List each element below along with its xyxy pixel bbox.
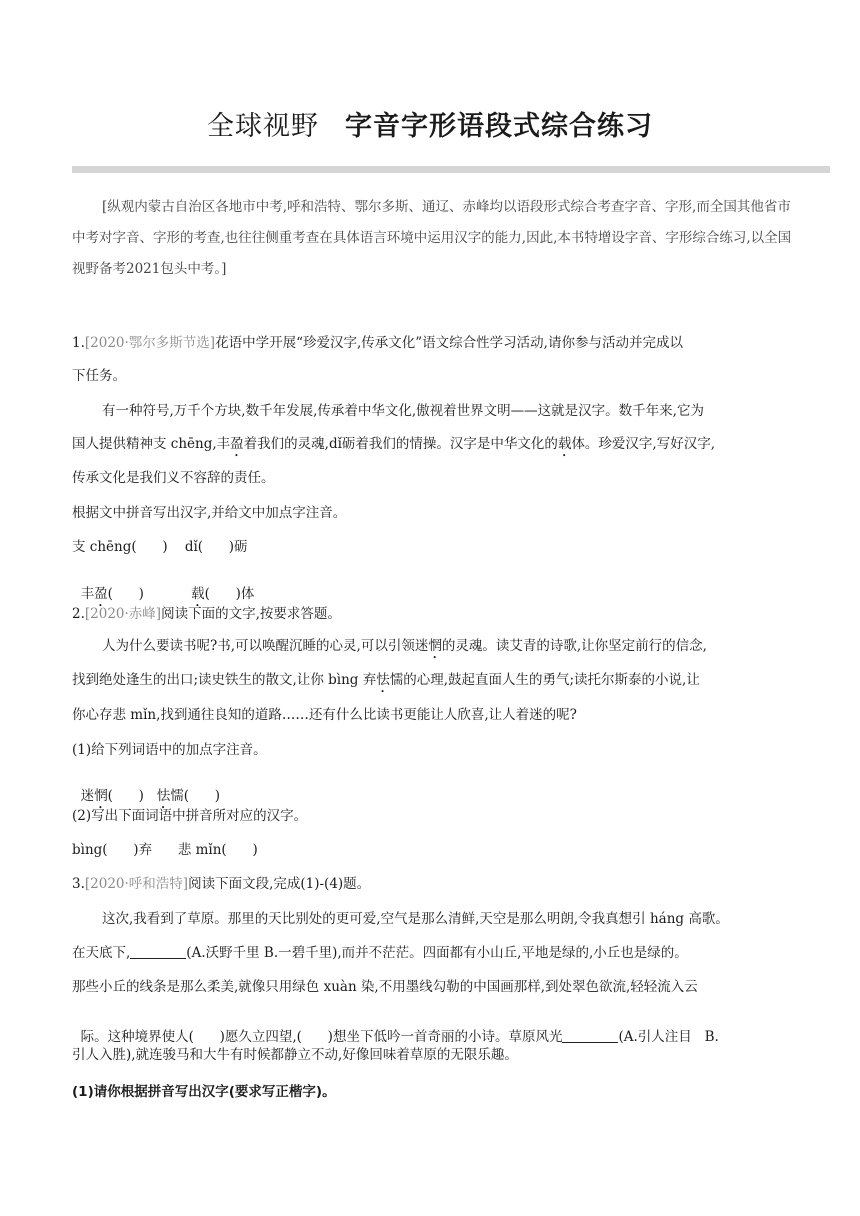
- q2-stem: 2.[2020·赤峰]阅读下面的文字,按要求答题。: [72, 606, 341, 622]
- q1-source: [2020·鄂尔多斯节选]: [84, 335, 216, 351]
- fill-blank: [130, 944, 186, 959]
- q3-sub1: (1)请你根据拼音写出汉字(要求写正楷字)。: [72, 1084, 336, 1100]
- dotted-char: 怯: [376, 672, 390, 688]
- q3-passage-line4: 际。这种境界使人( )愿久立四望,( )想坐下低吟一首奇丽的小诗。草原风光 (A.引人注目 B.: [80, 1029, 719, 1045]
- q3-passage-line1: 这次,我看到了草原。那里的天比别处的更可爱,空气是那么清鲜,天空是那么明朗,令我真想引 háng 高歌。: [102, 911, 729, 927]
- q2-passage-line1: 人为什么要读书呢?书,可以唤醒沉睡的心灵,可以引领迷惘的灵魂。读艾青的诗歌,让你坚定前行的信念,: [102, 638, 707, 654]
- dotted-char: 惘: [94, 788, 108, 804]
- q2-sub1-answer: 迷惘( ) 怯懦( ): [80, 788, 221, 804]
- q2-passage-line3: 你心存悲 mǐn,找到通往良知的道路……还有什么比读书更能让人欣喜,让人着迷的呢?: [72, 707, 577, 723]
- q2-source: [2020·赤峰]: [84, 606, 162, 622]
- q3-stem: 3.[2020·呼和浩特]阅读下面文段,完成(1)-(4)题。: [72, 876, 371, 892]
- q3-passage-line5: 引人入胜),就连骏马和大牛有时候都静立不动,好像回味着草原的无限乐趣。: [72, 1047, 518, 1063]
- q2-passage-line2: 找到绝处逢生的出口;读史铁生的散文,让你 bìng 弃怯懦的心理,鼓起直面人生的勇气;读托尔斯泰的小说,让: [72, 672, 700, 688]
- q3-number: 3.: [72, 876, 85, 892]
- q3-passage-line3: 那些小丘的线条是那么柔美,就像只用绿色 xuàn 染,不用墨线勾勒的中国画那样,到处翠色欲流,轻轻流入云: [72, 979, 698, 995]
- q1-answer-line1: 支 chēng( ) dǐ( )砺: [72, 539, 248, 555]
- dotted-char: 载: [557, 436, 572, 452]
- q3-passage-line2: 在天底下, (A.沃野千里 B.一碧千里),而并不茫茫。四面都有小山丘,平地是绿的,小丘也是绿的。: [72, 945, 688, 961]
- q1-passage-line3: 传承文化是我们义不容辞的责任。: [72, 470, 275, 486]
- q2-sub2: (2)写出下面词语中拼音所对应的汉字。: [72, 808, 308, 824]
- page-title: [0, 104, 860, 143]
- q3-source: [2020·呼和浩特]: [84, 876, 189, 892]
- title-prefix: 全球视野: [207, 111, 319, 142]
- q1-passage-line2: 国人提供精神支 chēng,丰盈着我们的灵魂,dǐ砺着我们的情操。汉字是中华文化的载体。珍爱汉字,写好汉字,: [72, 436, 716, 452]
- q1-passage-line1: 有一种符号,万千个方块,数千年发展,传承着中华文化,傲视着世界文明——这就是汉字。数千年来,它为: [102, 403, 704, 419]
- dotted-char: 怯: [156, 788, 171, 804]
- q2-sub2-answer: bìng( )弃 悲 mǐn( ): [72, 842, 258, 858]
- q2-sub1: (1)给下列词语中的加点字注音。: [72, 742, 267, 758]
- fill-blank: [562, 1028, 618, 1043]
- dotted-char: 惘: [428, 638, 442, 654]
- intro-note: [纵观内蒙古自治区各地市中考,呼和浩特、鄂尔多斯、通辽、赤峰均以语段形式综合考查字音、字形,而全国其他省市中考对字音、字形的考查,也往往侧重考查在具体语言环境中运用汉字的能力,因此,本书特增设字音、字形综合练习,以全国视野备考2021包头中考。]: [72, 199, 792, 277]
- q1-number: 1.: [72, 335, 85, 351]
- dotted-char: 载: [191, 586, 205, 602]
- title-main: 字音字形语段式综合练习: [345, 111, 653, 142]
- q1-stem-line2: 下任务。: [72, 368, 126, 384]
- q1-stem: 花语中学开展“珍爱汉字,传承文化”语文综合性学习活动,请你参与活动并完成以: [215, 335, 683, 351]
- q1-answer-line2: 丰盈( ) 载( )体: [80, 586, 255, 602]
- title-divider: [72, 166, 830, 173]
- dotted-char: 盈: [94, 586, 108, 602]
- q1-instruction: 根据文中拼音写出汉字,并给文中加点字注音。: [72, 505, 347, 521]
- dotted-char: 盈: [230, 436, 244, 452]
- q1-stem-line1: [72, 331, 683, 351]
- q2-number: 2.: [72, 606, 85, 622]
